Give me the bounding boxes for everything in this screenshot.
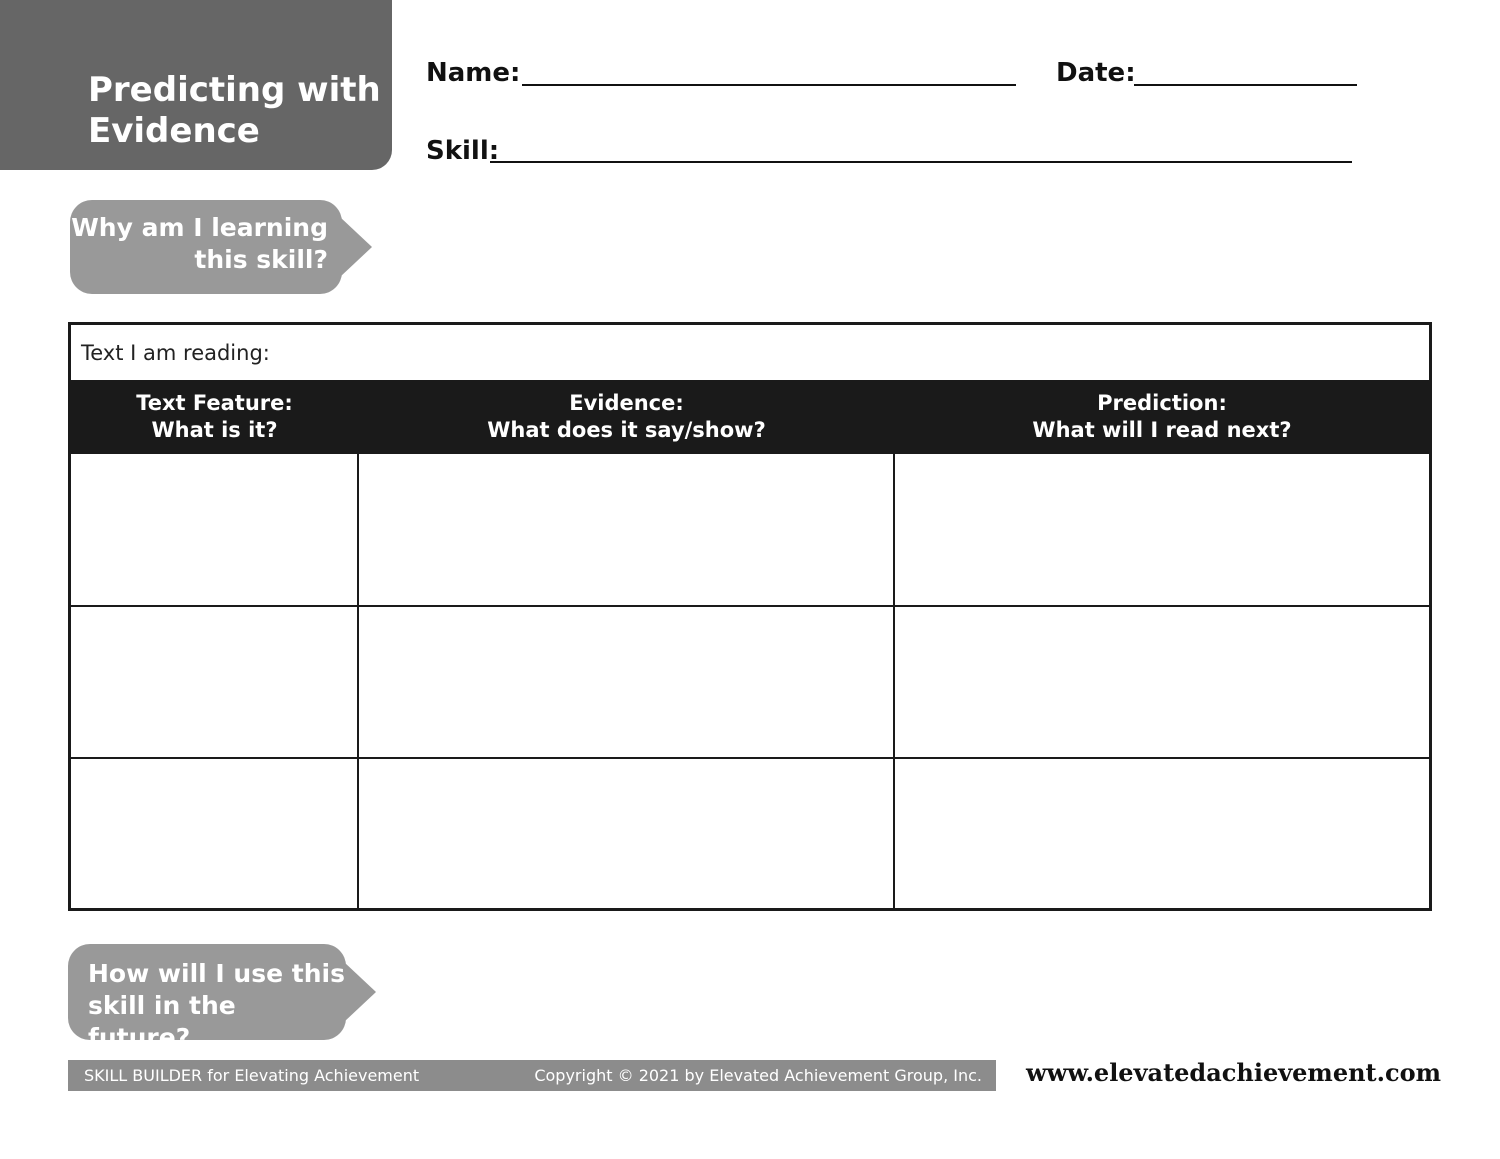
name-field[interactable] (522, 84, 1016, 86)
column-header-line: What will I read next? (1032, 418, 1292, 442)
future-use-bubble (68, 944, 346, 1052)
title-tab (0, 0, 392, 170)
bubble-arrow-icon (340, 217, 372, 277)
table-cell-row2-feature[interactable] (71, 607, 357, 757)
text-reading-field[interactable] (71, 325, 1429, 380)
column-header-line: Prediction: (1097, 391, 1227, 415)
table-cell-row1-feature[interactable] (71, 456, 357, 605)
footer-bar (68, 1060, 996, 1091)
skill-label: Skill: (426, 136, 500, 166)
text-reading-label: Text I am reading: (81, 341, 270, 365)
column-header-line: Evidence: (569, 391, 684, 415)
table-cell-row2-evidence[interactable] (359, 607, 893, 757)
skill-field[interactable] (490, 161, 1352, 163)
date-label: Date: (1056, 58, 1136, 88)
prediction-table (68, 322, 1432, 911)
table-header (71, 380, 1429, 454)
column-header-line: What is it? (151, 418, 278, 442)
table-cell-row1-prediction[interactable] (895, 456, 1429, 605)
column-header-text-feature (71, 380, 358, 454)
column-header-line: What does it say/show? (487, 418, 766, 442)
column-header-evidence (358, 380, 895, 454)
table-cell-row3-evidence[interactable] (359, 759, 893, 908)
bubble-arrow-icon (344, 962, 376, 1022)
name-label: Name: (426, 58, 521, 88)
future-use-text: How will I use this skill in the future? (88, 959, 345, 1052)
table-cell-row1-evidence[interactable] (359, 456, 893, 605)
footer-series-label: SKILL BUILDER for Elevating Achievement (84, 1066, 420, 1085)
column-header-prediction (895, 380, 1429, 454)
why-learning-text: Why am I learning this skill? (71, 213, 328, 274)
table-cell-row2-prediction[interactable] (895, 607, 1429, 757)
column-header-line: Text Feature: (136, 391, 293, 415)
website-link[interactable]: www.elevatedachievement.com (1026, 1058, 1441, 1087)
table-cell-row3-prediction[interactable] (895, 759, 1429, 908)
date-field[interactable] (1134, 84, 1357, 86)
footer-copyright: Copyright © 2021 by Elevated Achievement Group, Inc. (534, 1066, 982, 1085)
worksheet-title: Predicting with Evidence (88, 70, 381, 151)
table-cell-row3-feature[interactable] (71, 759, 357, 908)
why-learning-bubble (70, 200, 342, 294)
